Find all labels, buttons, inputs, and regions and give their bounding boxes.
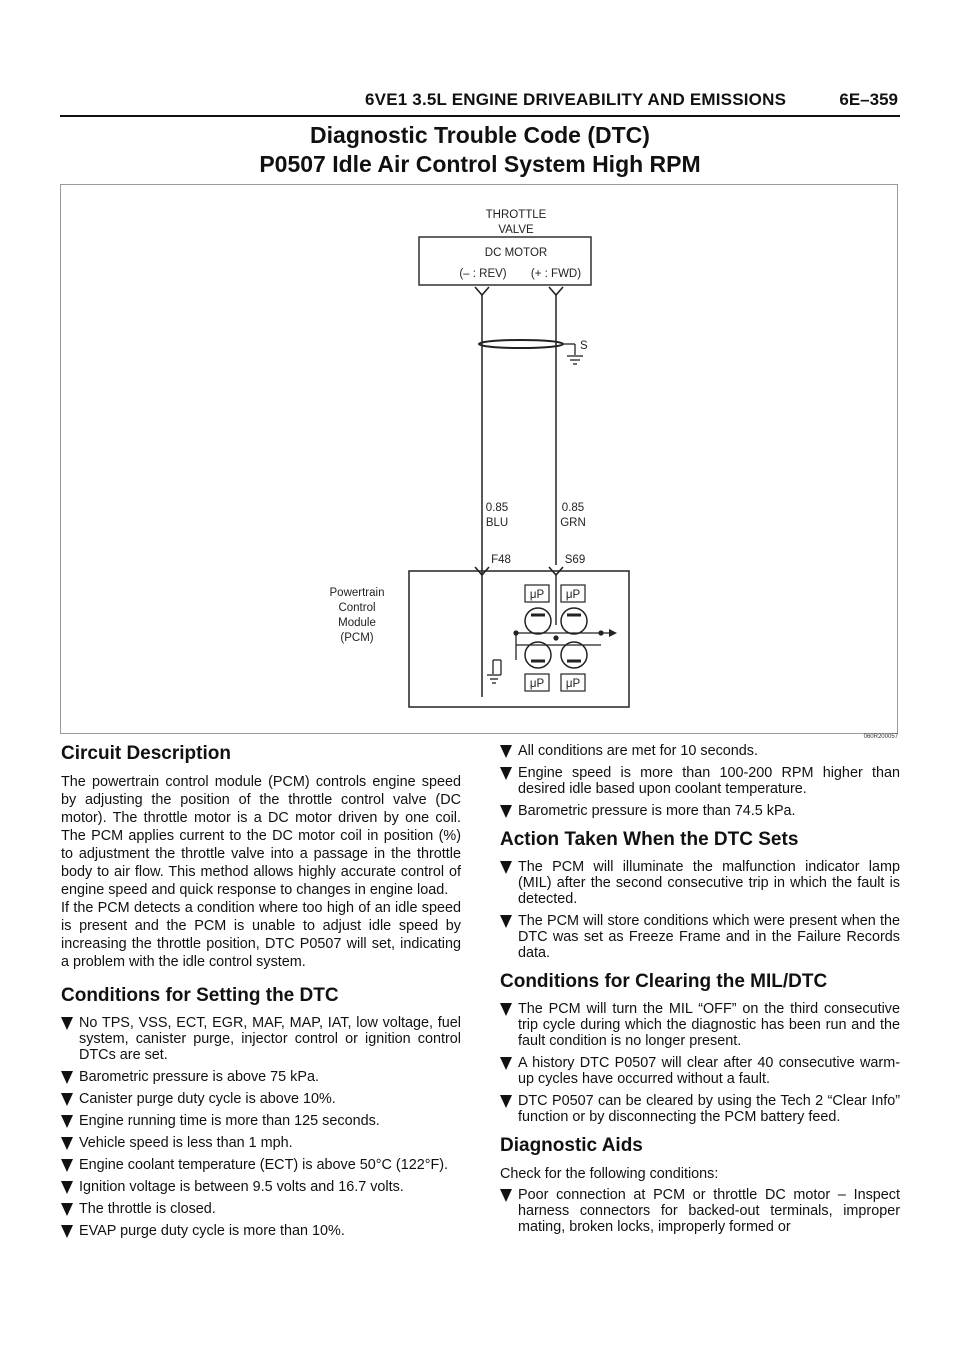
pcm-box [409,571,629,707]
bullet-triangle-icon [61,1203,73,1216]
motor-rev-label: (– : REV) [459,268,507,280]
wire1-size: 0.85 [485,502,509,514]
list-item-text: All conditions are met for 10 seconds. [518,743,758,759]
list-item [500,1055,900,1087]
list-item-text: Poor connection at PCM or throttle DC motor – Inspect harness connectors for backed-out terminals, improper mating, broken locks, improperly formed or [518,1187,900,1235]
list-item-text: Engine speed is more than 100-200 RPM higher than desired idle based upon coolant temperature. [518,765,900,797]
list-item [500,1001,900,1049]
bullet-triangle-icon [500,805,512,818]
output-arrow-icon [609,629,617,637]
list-item-text: Ignition voltage is between 9.5 volts and 16.7 volts. [79,1179,404,1195]
list-item [500,765,900,797]
aids-list [500,1187,900,1235]
list-item [61,1157,461,1173]
up-label: μP [529,589,545,601]
junction-dot [598,630,603,635]
bullet-triangle-icon [500,861,512,874]
list-item [500,913,900,961]
header-rule [60,115,900,117]
document-title [60,121,900,179]
transistor-icon [561,608,587,634]
bullet-triangle-icon [500,767,512,780]
conditions-list [61,1015,461,1239]
list-item [61,1113,461,1129]
shield-label: S [580,340,588,352]
diagnostic-aids-intro: Check for the following conditions: [500,1166,719,1182]
diagnostic-aids-heading: Diagnostic Aids [500,1135,643,1156]
page-header [60,90,900,114]
bullet-triangle-icon [500,1003,512,1016]
clearing-heading: Conditions for Clearing the MIL/DTC [500,971,828,992]
list-item-text: No TPS, VSS, ECT, EGR, MAF, MAP, IAT, low voltage, fuel system, canister purge, injector control or ignition control DTCs are set. [79,1015,461,1063]
wire1-color: BLU [485,517,509,529]
list-item [61,1015,461,1063]
junction-dot [553,635,558,640]
conditions-list-continued [500,743,900,819]
bullet-triangle-icon [500,915,512,928]
list-item-text: EVAP purge duty cycle is more than 10%. [79,1223,345,1239]
list-item [500,1093,900,1125]
pcm-label-2: Control [338,602,376,614]
transistor-icon [525,642,551,668]
shield-ellipse [479,340,563,348]
wire2-color: GRN [560,517,586,529]
list-item [61,1223,461,1239]
pcm-label-4: (PCM) [340,632,374,644]
up-label: μP [529,678,545,690]
bullet-triangle-icon [61,1071,73,1084]
list-item [500,803,900,819]
throttle-label-2: VALVE [498,224,534,236]
circuit-description-heading: Circuit Description [61,743,231,764]
list-item-text: Barometric pressure is more than 74.5 kPa. [518,803,796,819]
list-item [500,743,900,759]
list-item-text: The PCM will illuminate the malfunction indicator lamp (MIL) after the second consecutive trip in which the fault is detected. [518,859,900,907]
dc-motor-label: DC MOTOR [484,247,548,259]
motor-connector-1 [475,287,489,295]
pin-f48: F48 [491,554,511,566]
title-line-2: P0507 Idle Air Control System High RPM [259,151,701,177]
list-item-text: Vehicle speed is less than 1 mph. [79,1135,293,1151]
list-item [61,1201,461,1217]
header-title: 6VE1 3.5L ENGINE DRIVEABILITY AND EMISSIONS [365,90,787,109]
bullet-triangle-icon [500,1057,512,1070]
motor-fwd-label: (+ : FWD) [530,268,582,280]
list-item [61,1091,461,1107]
up-label: μP [565,678,581,690]
conditions-heading: Conditions for Setting the DTC [61,985,339,1006]
bullet-triangle-icon [500,745,512,758]
transistor-icon [561,642,587,668]
wiring-diagram [60,184,898,734]
transistor-icon [525,608,551,634]
list-item [500,1187,900,1235]
wiring-diagram-svg [61,185,897,733]
throttle-label-1: THROTTLE [485,209,547,221]
up-label: μP [565,589,581,601]
list-item-text: Engine running time is more than 125 seconds. [79,1113,380,1129]
circuit-description-p1: The powertrain control module (PCM) controls engine speed by adjusting the position of the throttle control valve (DC motor). The throttle motor is a DC motor driven by one coil. The PCM applies current to the DC motor coil in position (%) to adjustment the throttle valve into a passage in the throttle body to air flow. This method allows highly accurate control of engine speed and quick response to changes in engine load. [61,774,461,898]
left-column [61,743,461,1249]
right-column [500,743,900,1245]
list-item [500,859,900,907]
motor-connector-2 [549,287,563,295]
list-item-text: Barometric pressure is above 75 kPa. [79,1069,319,1085]
wire2-size: 0.85 [561,502,585,514]
bullet-triangle-icon [61,1137,73,1150]
list-item-text: The throttle is closed. [79,1201,216,1217]
page-number: 6E–359 [839,90,898,109]
list-item-text: A history DTC P0507 will clear after 40 consecutive warm-up cycles have occurred without a fault. [518,1055,900,1087]
circuit-description-p2: If the PCM detects a condition where too high of an idle speed is present and the PCM is unable to adjust idle speed by increasing the throttle position, DTC P0507 will set, indicating a problem with the idle control system. [61,900,461,970]
action-list [500,859,900,961]
list-item-text: Engine coolant temperature (ECT) is above 50°C (122°F). [79,1157,449,1173]
bullet-triangle-icon [61,1115,73,1128]
list-item-text: The PCM will turn the MIL “OFF” on the third consecutive trip cycle during which the diagnostic has been run and the fault condition is no longer present. [518,1001,900,1049]
clearing-list [500,1001,900,1125]
bullet-triangle-icon [61,1225,73,1238]
bullet-triangle-icon [61,1181,73,1194]
bullet-triangle-icon [500,1189,512,1202]
list-item [61,1135,461,1151]
pcm-label-1: Powertrain [329,587,385,599]
pin-s69: S69 [564,554,586,566]
bullet-triangle-icon [500,1095,512,1108]
list-item-text: The PCM will store conditions which were present when the DTC was set as Freeze Frame and in the Failure Records data. [518,913,900,961]
bullet-triangle-icon [61,1093,73,1106]
list-item-text: Canister purge duty cycle is above 10%. [79,1091,336,1107]
list-item [61,1179,461,1195]
list-item [61,1069,461,1085]
bullet-triangle-icon [61,1017,73,1030]
figure-code: 060R200057 [863,734,898,740]
bullet-triangle-icon [61,1159,73,1172]
title-line-1: Diagnostic Trouble Code (DTC) [310,122,650,148]
action-heading: Action Taken When the DTC Sets [500,829,799,850]
pcm-label-3: Module [338,617,376,629]
junction-dot [513,630,518,635]
list-item-text: DTC P0507 can be cleared by using the Tech 2 “Clear Info” function or by disconnecting the PCM battery feed. [518,1093,900,1125]
